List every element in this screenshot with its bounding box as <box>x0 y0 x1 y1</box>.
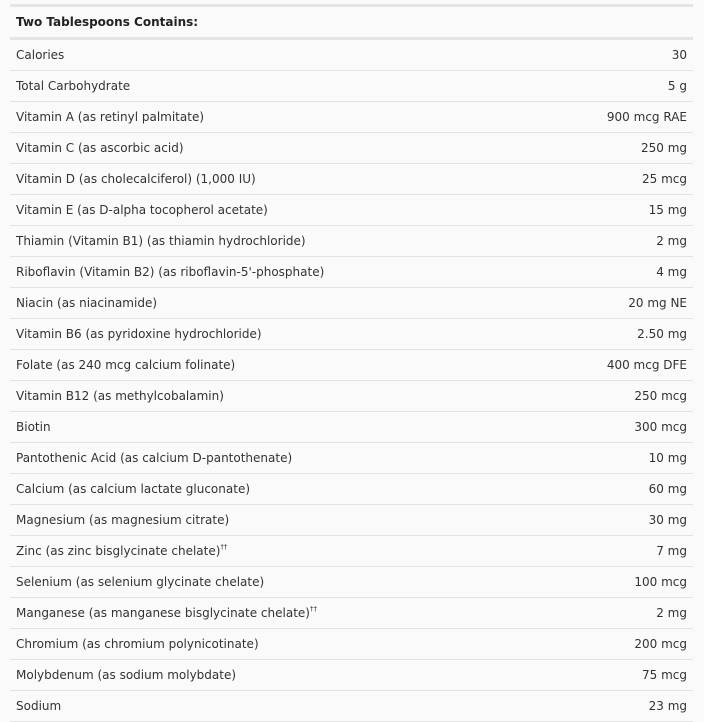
nutrient-name: Biotin <box>10 412 540 443</box>
nutrient-name: Niacin (as niacinamide) <box>10 288 540 319</box>
table-row <box>10 350 693 381</box>
nutrient-amount: 900 mcg RAE <box>540 102 693 133</box>
serving-size-header: Two Tablespoons Contains: <box>10 6 693 39</box>
nutrient-amount: 23 mg <box>540 691 693 722</box>
nutrient-amount: 400 mcg DFE <box>540 350 693 381</box>
table-row <box>10 598 693 629</box>
nutrient-amount: 250 mg <box>540 133 693 164</box>
table-header-row <box>10 6 693 39</box>
nutrient-name: Pantothenic Acid (as calcium D-pantothenate) <box>10 443 540 474</box>
nutrient-name: Riboflavin (Vitamin B2) (as riboflavin-5'-phosphate) <box>10 257 540 288</box>
nutrient-name: Vitamin D (as cholecalciferol) (1,000 IU) <box>10 164 540 195</box>
table-row <box>10 71 693 102</box>
footnote-mark: †† <box>309 605 317 613</box>
nutrient-amount: 20 mg NE <box>540 288 693 319</box>
nutrient-name: Vitamin B6 (as pyridoxine hydrochloride) <box>10 319 540 350</box>
nutrient-amount: 4 mg <box>540 257 693 288</box>
nutrient-amount: 60 mg <box>540 474 693 505</box>
nutrient-name: Calories <box>10 39 540 71</box>
nutrient-name: Vitamin B12 (as methylcobalamin) <box>10 381 540 412</box>
nutrient-name: Thiamin (Vitamin B1) (as thiamin hydrochloride) <box>10 226 540 257</box>
supplement-facts-table <box>10 4 693 722</box>
table-row <box>10 226 693 257</box>
nutrient-name: Magnesium (as magnesium citrate) <box>10 505 540 536</box>
nutrient-name: Sodium <box>10 691 540 722</box>
table-row <box>10 660 693 691</box>
table-row <box>10 102 693 133</box>
table-row <box>10 567 693 598</box>
nutrient-amount: 75 mcg <box>540 660 693 691</box>
table-row <box>10 288 693 319</box>
nutrient-name: Vitamin C (as ascorbic acid) <box>10 133 540 164</box>
nutrient-amount: 7 mg <box>540 536 693 567</box>
nutrient-amount: 200 mcg <box>540 629 693 660</box>
nutrient-amount: 30 <box>540 39 693 71</box>
nutrient-name: Vitamin A (as retinyl palmitate) <box>10 102 540 133</box>
table-row <box>10 381 693 412</box>
nutrient-amount: 30 mg <box>540 505 693 536</box>
nutrient-name: Selenium (as selenium glycinate chelate) <box>10 567 540 598</box>
table-row <box>10 474 693 505</box>
table-row <box>10 257 693 288</box>
table-row <box>10 691 693 722</box>
nutrient-amount: 5 g <box>540 71 693 102</box>
table-row <box>10 195 693 226</box>
table-row <box>10 505 693 536</box>
table-row <box>10 39 693 71</box>
nutrient-name: Calcium (as calcium lactate gluconate) <box>10 474 540 505</box>
nutrient-name: Vitamin E (as D-alpha tocopherol acetate) <box>10 195 540 226</box>
table-row <box>10 133 693 164</box>
table-row <box>10 164 693 195</box>
nutrient-name: Zinc (as zinc bisglycinate chelate)†† <box>10 536 540 567</box>
nutrient-name: Total Carbohydrate <box>10 71 540 102</box>
nutrient-name: Molybdenum (as sodium molybdate) <box>10 660 540 691</box>
nutrient-amount: 25 mcg <box>540 164 693 195</box>
nutrient-amount: 10 mg <box>540 443 693 474</box>
nutrient-amount: 2.50 mg <box>540 319 693 350</box>
table-row <box>10 629 693 660</box>
table-body <box>10 39 693 722</box>
nutrient-amount: 300 mcg <box>540 412 693 443</box>
nutrient-amount: 2 mg <box>540 226 693 257</box>
table-row <box>10 536 693 567</box>
nutrient-amount: 100 mcg <box>540 567 693 598</box>
nutrient-name: Folate (as 240 mcg calcium folinate) <box>10 350 540 381</box>
footnote-mark: †† <box>220 543 228 551</box>
nutrient-amount: 2 mg <box>540 598 693 629</box>
table-row <box>10 443 693 474</box>
nutrient-amount: 15 mg <box>540 195 693 226</box>
nutrient-amount: 250 mcg <box>540 381 693 412</box>
table-row <box>10 412 693 443</box>
nutrient-name: Manganese (as manganese bisglycinate chelate)†† <box>10 598 540 629</box>
table-row <box>10 319 693 350</box>
nutrient-name: Chromium (as chromium polynicotinate) <box>10 629 540 660</box>
